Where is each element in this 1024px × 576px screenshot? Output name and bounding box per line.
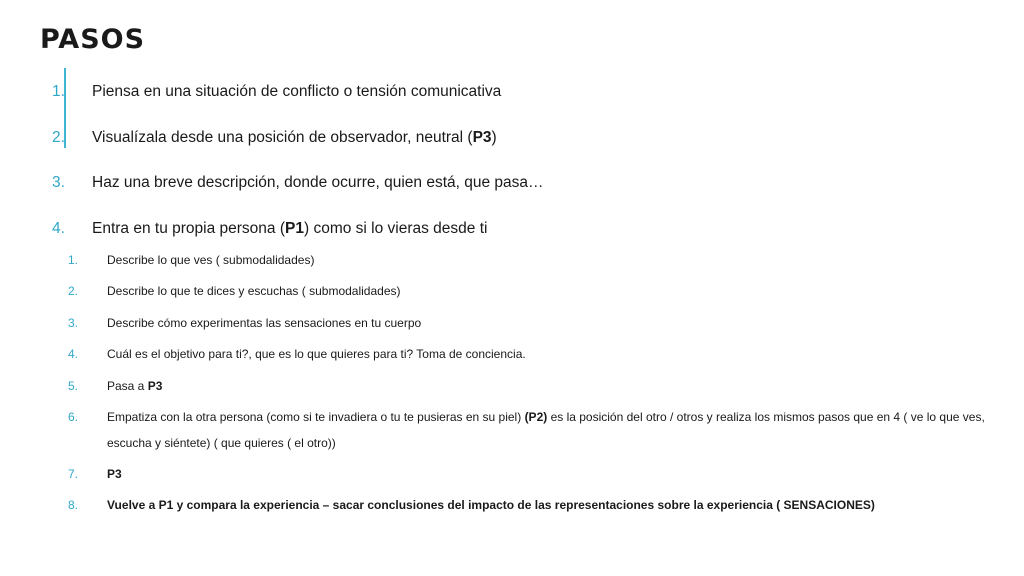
step-item-text [92,82,501,102]
step-item-number: 4. [52,220,65,237]
substep-item-number: 4. [68,347,79,361]
substep-item-text-part: (P2) [524,410,548,424]
step-item-text-part: Entra en tu propia persona ( [92,220,286,237]
slide-title: PASOS [40,24,146,55]
step-item-text-part: Piensa en una situación de conflicto o tensión comunicativa [92,83,502,100]
substep-item-text-part: Describe lo que ves ( submodalidades) [107,253,315,267]
substep-item-number: 2. [68,284,79,298]
substep-item-number: 5. [68,379,79,393]
step-item-text-part: P3 [472,129,492,146]
substep-item-text [107,492,1012,518]
substep-item-number: 1. [68,253,79,267]
step-item-text [92,128,497,148]
substep-item-text [107,247,1012,273]
substep-item-text [107,310,1012,336]
substep-item-text-part: Empatiza con la otra persona (como si te invadiera o tu te pusieras en su piel) [107,410,525,424]
step-item-number: 1. [52,83,65,100]
substep-item-text [107,278,1012,304]
step-item-text-part: ) como si lo vieras desde ti [303,220,488,237]
substep-item-number: 3. [68,316,79,330]
substep-item-text [107,373,1012,399]
step-item-text-part: ) [491,129,497,146]
substep-item-number: 7. [68,467,79,481]
substep-item-text [107,341,1012,367]
step-item-number: 3. [52,174,65,191]
step-item-text [92,219,487,239]
substep-item-text-part: Cuál es el objetivo para ti?, que es lo que quieres para ti? Toma de conciencia. [107,347,526,361]
substep-item-text-part: Vuelve a P1 y compara la experiencia – sacar conclusiones del impacto de las representaciones sobre la experiencia ( SENSACIONES) [107,498,875,512]
step-item-text [92,173,544,193]
substep-item-text-part: P3 [107,467,122,481]
step-item-text-part: P1 [285,220,304,237]
step-item-text-part: Visualízala desde una posición de observador, neutral ( [92,129,473,146]
substep-item-text [107,404,1012,456]
substep-item-number: 8. [68,498,79,512]
substep-item-text-part: es la posición del otro / otros y realiza los mismos pasos que en 4 ( ve lo que ves, escucha y siéntete) ( que quieres ( el otro)) [107,410,985,450]
substep-item-text-part: P3 [147,379,163,393]
substep-item-text-part: Describe cómo experimentas las sensaciones en tu cuerpo [107,316,422,330]
substep-item-text-part: Describe lo que te dices y escuchas ( submodalidades) [107,284,401,298]
substep-item-text-part: Pasa a [107,379,148,393]
step-item-number: 2. [52,129,65,146]
substep-item-text [107,461,1012,487]
step-item-text-part: Haz una breve descripción, donde ocurre, quien está, que pasa… [92,174,544,191]
substep-item-number: 6. [68,410,79,424]
